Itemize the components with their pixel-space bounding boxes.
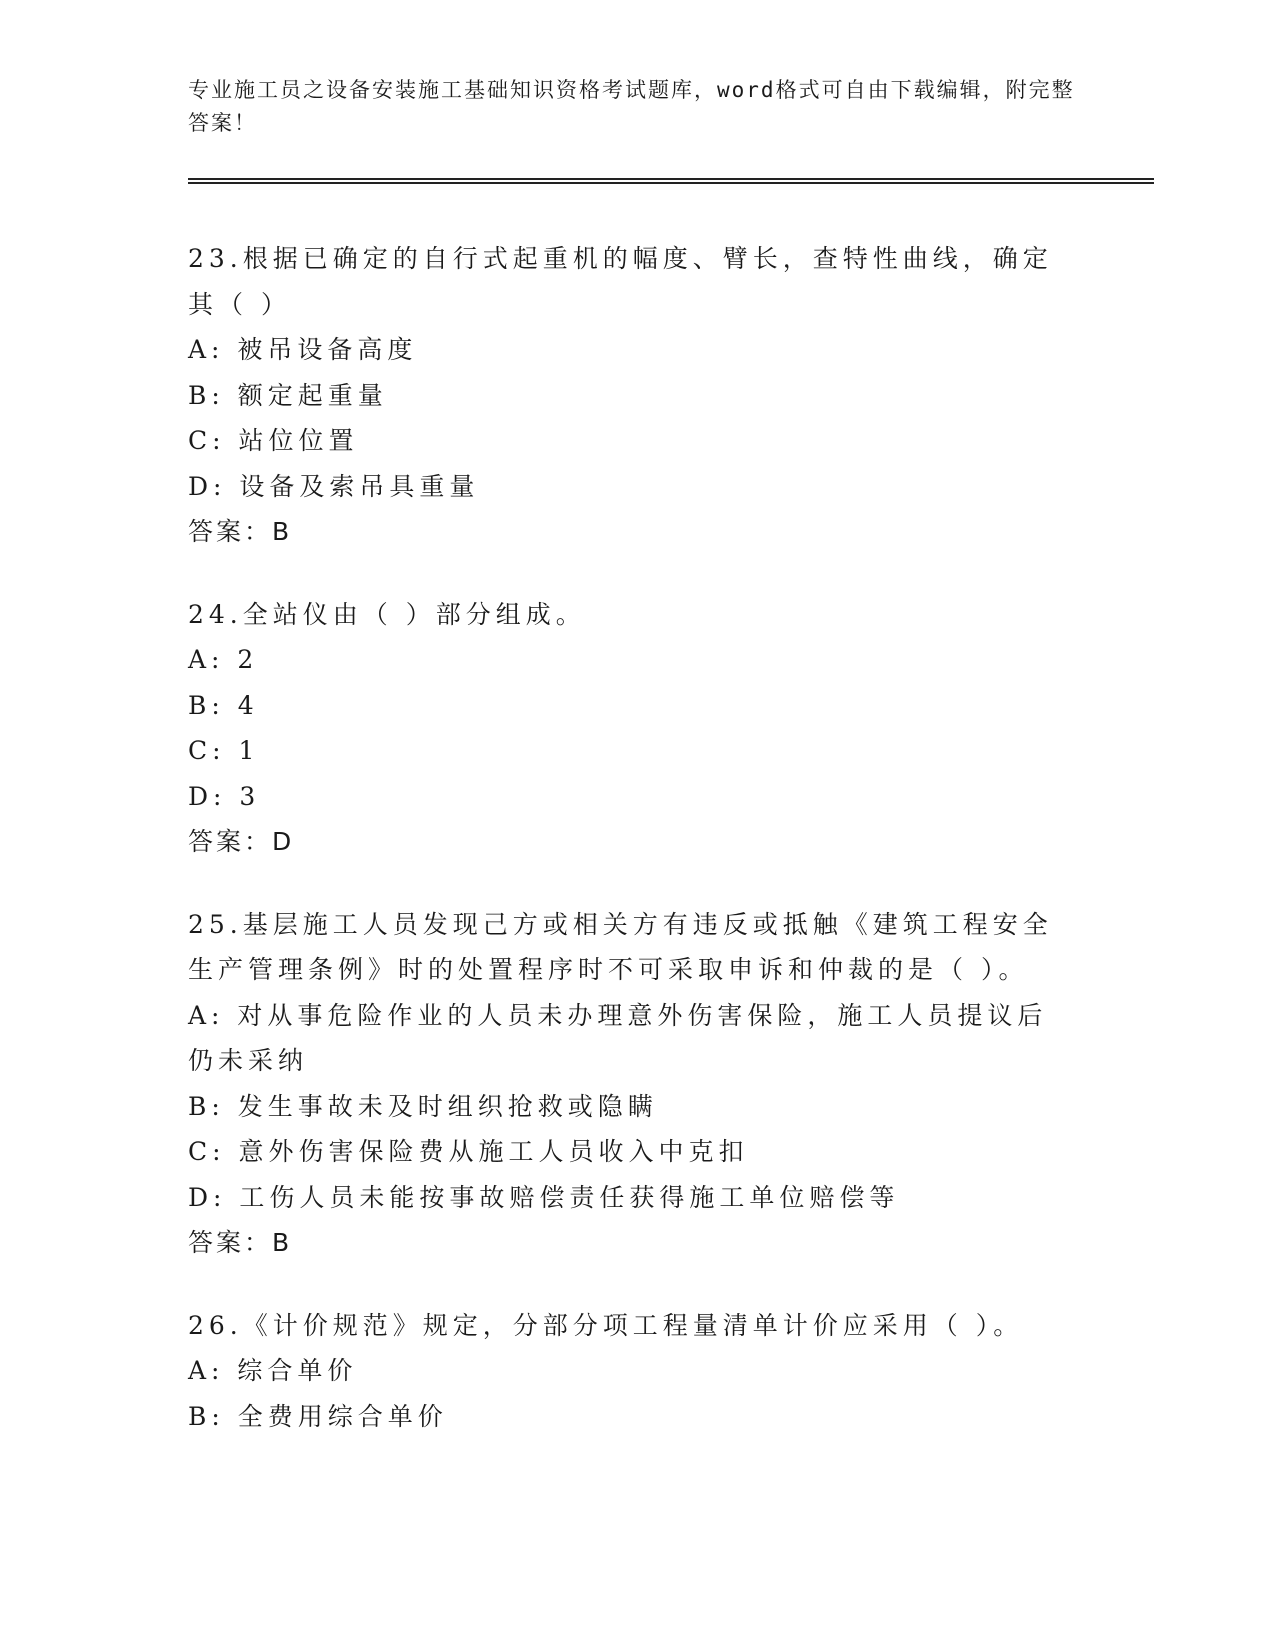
option-c: C: 1 xyxy=(188,736,260,765)
option-a: A: 对从事危险作业的人员未办理意外伤害保险，施工人员提议后仍未采纳 xyxy=(188,1000,1048,1075)
answer-line: 答案：B xyxy=(188,1228,293,1257)
option-b: B: 全费用综合单价 xyxy=(188,1401,448,1431)
question-24 xyxy=(188,592,1068,865)
question-26 xyxy=(188,1303,1068,1440)
question-list xyxy=(188,236,1068,1476)
option-b: B: 额定起重量 xyxy=(188,380,388,410)
header-divider xyxy=(188,178,1154,184)
document-header xyxy=(188,74,1088,140)
question-23 xyxy=(188,236,1068,555)
answer-line: 答案：D xyxy=(188,827,295,856)
option-d: D: 3 xyxy=(188,781,261,811)
question-stem: 25.基层施工人员发现己方或相关方有违反或抵触《建筑工程安全生产管理条例》时的处置程序时不可采取申诉和仲裁的是（ ）。 xyxy=(188,909,1053,984)
option-a: A: 被吊设备高度 xyxy=(188,335,418,364)
answer-line: 答案：B xyxy=(188,517,293,546)
option-c: C: 意外伤害保险费从施工人员收入中克扣 xyxy=(188,1137,749,1166)
header-text: 专业施工员之设备安装施工基础知识资格考试题库，word格式可自由下载编辑，附完整答案！ xyxy=(188,78,1075,135)
option-b: B: 4 xyxy=(188,690,259,720)
question-25 xyxy=(188,902,1068,1266)
option-a: A: 2 xyxy=(188,645,259,674)
option-d: D: 设备及索吊具重量 xyxy=(188,471,480,501)
question-stem: 24.全站仪由（ ）部分组成。 xyxy=(188,599,586,629)
option-c: C: 站位位置 xyxy=(188,426,359,455)
question-stem: 26.《计价规范》规定，分部分项工程量清单计价应采用（ ）。 xyxy=(188,1310,1024,1340)
option-d: D: 工伤人员未能按事故赔偿责任获得施工单位赔偿等 xyxy=(188,1182,900,1212)
option-a: A: 综合单价 xyxy=(188,1356,358,1385)
question-stem: 23.根据已确定的自行式起重机的幅度、臂长，查特性曲线，确定其（ ） xyxy=(188,244,1053,319)
option-b: B: 发生事故未及时组织抢救或隐瞒 xyxy=(188,1091,658,1121)
